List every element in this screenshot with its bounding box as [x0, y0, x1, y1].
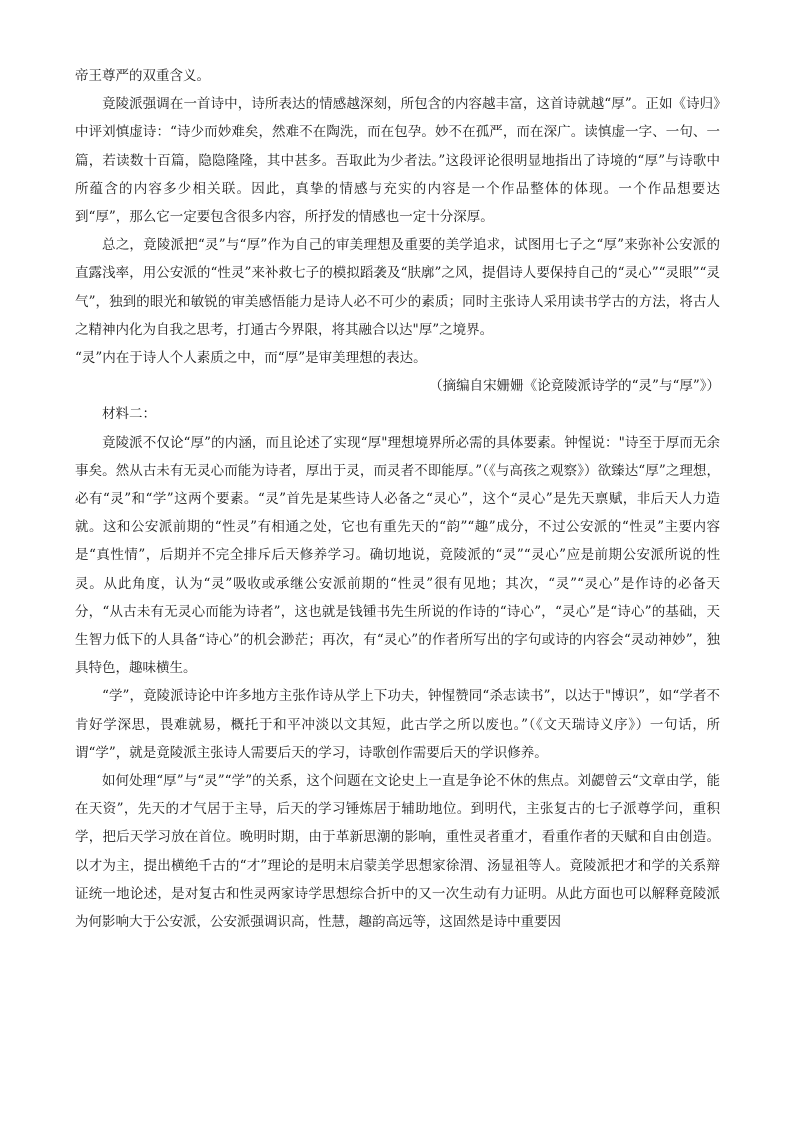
paragraph-1: 帝王尊严的双重含义。 — [75, 68, 210, 84]
paragraph-6: 竟陵派不仅论“厚”的内涵，而且论述了实现“厚"理想境界所必需的具体要素。钟惺说："诗至于厚而无余事矣。然从古未有无灵心而能为诗者，厚出于灵，而灵者不即能厚。”（《与高孩之观察》）欲臻达“厚”之理想，必有“灵”和“学”这两个要素。“灵”首先是某些诗人必备之“灵心”，这个“灵心”是先天禀赋，非后天人力造就。这和公安派前期的“性灵”有相通之处，它也有重先天的“韵”“趣”成分，不过公安派的“性灵”主要内容是“真性情”，后期并不完全排斥后天修养学习。确切地说，竟陵派的“灵”“灵心”应是前期公安派所说的性灵。从此角度，认为“灵”吸收或承继公安派前期的“性灵”很有见地；其次，“灵”“灵心”是作诗的必备天分，“从古未有无灵心而能为诗者”，这也就是钱锺书先生所说的作诗的“诗心”，“灵心”是“诗心”的基础，天生智力低下的人具备“诗心”的机会渺茫；再次，有“灵心”的作者所写出的字句或诗的内容会“灵动神妙”，独具特色，趣味横生。 — [75, 434, 720, 677]
section-heading-material-2: 材料二： — [102, 406, 156, 423]
paragraph-3: 总之，竟陵派把“灵”与“厚”作为自己的审美理想及重要的美学追求，试图用七子之“厚”来弥补公安派的直露浅率，用公安派的“性灵”来补救七子的模拟蹈袭及“肤廓”之风，提倡诗人要保持自己的“灵心”“灵眼”“灵气”，独到的眼光和敏锐的审美感悟能力是诗人必不可少的素质；同时主张诗人采用读书学古的方法，将古人之精神内化为自我之思考，打通古今界限，将其融合以达"厚”之境界。 — [75, 237, 720, 338]
paragraph-4: “灵”内在于诗人个人素质之中，而“厚”是审美理想的表达。 — [75, 350, 427, 367]
paragraph-8: 如何处理“厚”与“灵”“学”的关系，这个问题在文论史上一直是争论不休的焦点。刘勰曾云“文章由学，能在天资”，先天的才气居于主导，后天的学习锤炼居于辅助地位。到明代，主张复古的七子派尊学问，重积学，把后天学习放在首位。晚明时期，由于革新思潮的影响，重性灵者重才，看重作者的天赋和自由创造。以才为主，提出横绝千古的“才”理论的是明末启蒙美学思想家徐渭、汤显祖等人。竟陵派把才和学的关系辩证统一地论述，是对复古和性灵两家诗学思想综合折中的又一次生动有力证明。从此方面也可以解释竟陵派为何影响大于公安派，公安派强调识高，性慧，趣韵高远等，这固然是诗中重要因 — [75, 773, 720, 931]
source-citation: （摘编自宋姗姗《论竟陵派诗学的“灵”与“厚”》） — [429, 378, 720, 395]
document-body — [75, 62, 720, 936]
paragraph-2: 竟陵派强调在一首诗中，诗所表达的情感越深刻，所包含的内容越丰富，这首诗就越“厚”。正如《诗归》中评刘慎虚诗：“诗少而妙难矣，然难不在陶洗，而在包孕。妙不在孤严，而在深广。读慎虚一字、一句、一篇，若读数十百篇，隐隐隆隆，其中甚多。吾取此为少者法。”这段评论很明显地指出了诗境的“厚”与诗歌中所蕴含的内容多少相关联。因此，真挚的情感与充实的内容是一个作品整体的体现。一个作品想要达到“厚”，那么它一定要包含很多内容，所抒发的情感也一定十分深厚。 — [75, 96, 720, 226]
paragraph-7: “学”，竟陵派诗论中许多地方主张作诗从学上下功夫，钟惺赞同“杀志读书”，以达于"博识”，如“学者不肯好学深思，畏难就易，概托于和平冲淡以文其短，此古学之所以废也。”（《文天瑞诗义序》）一句话，所谓“学”，就是竟陵派主张诗人需要后天的学习，诗歌创作需要后天的学识修养。 — [75, 688, 720, 761]
